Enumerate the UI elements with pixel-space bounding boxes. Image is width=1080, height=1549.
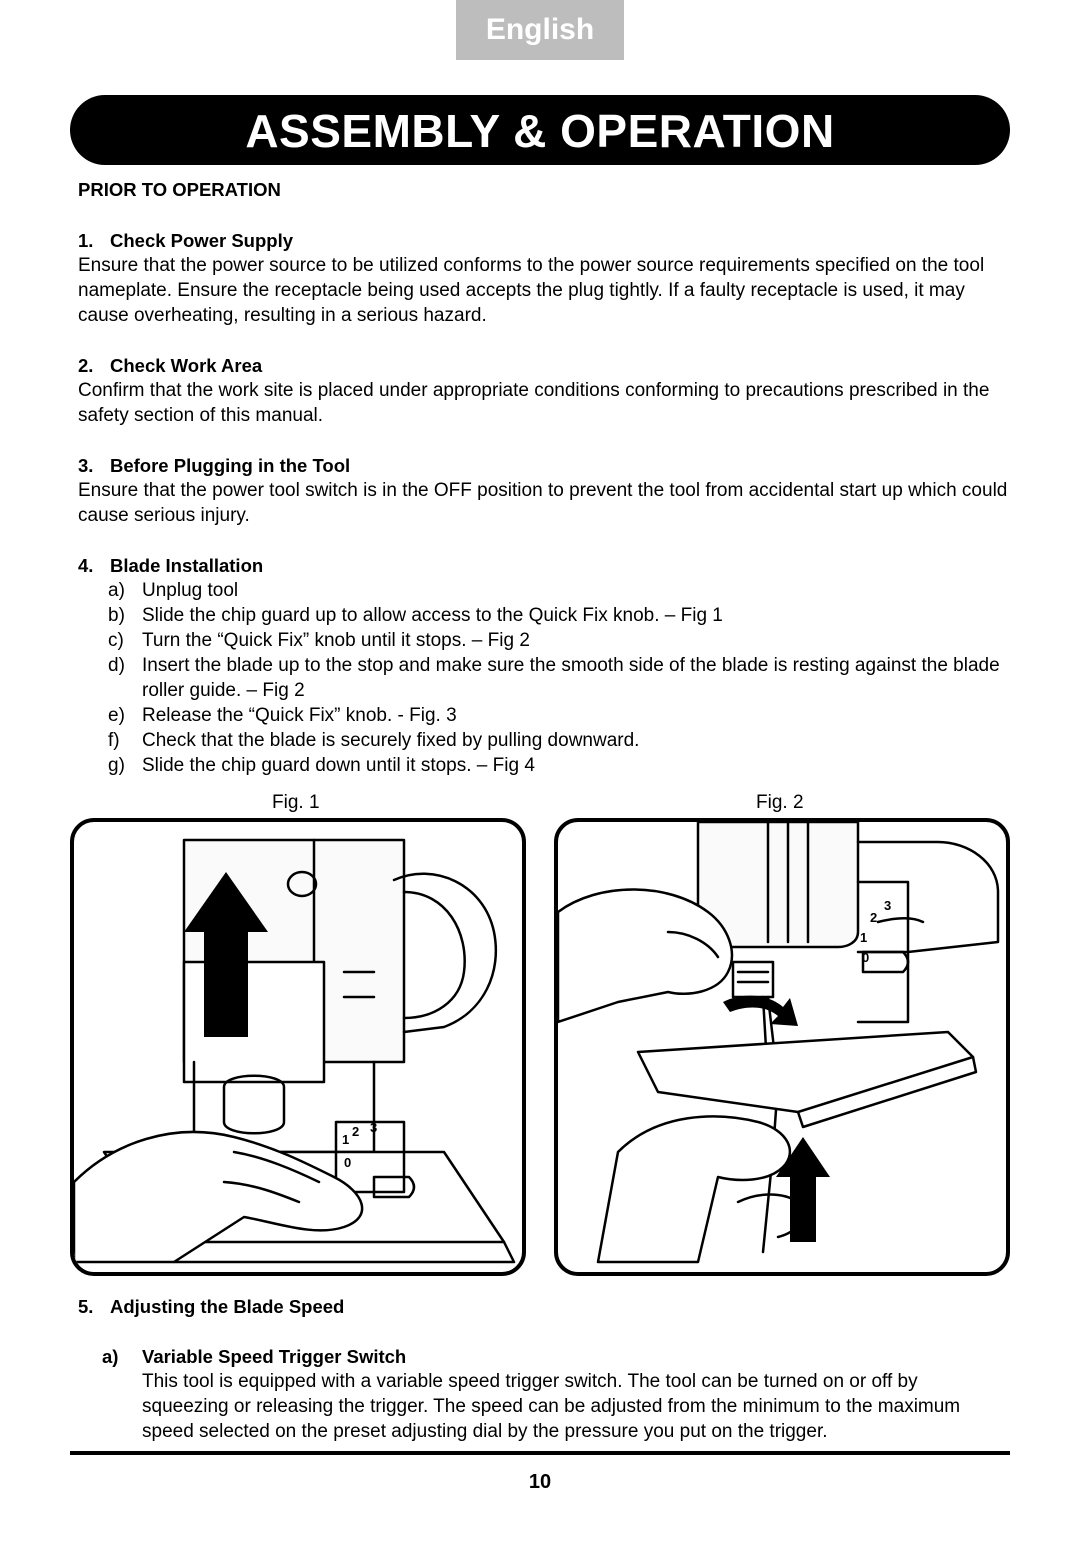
item-before-plugging	[78, 453, 1008, 528]
list-item	[78, 728, 1008, 753]
speed-adjustment-section	[78, 1294, 1008, 1444]
dial-mark: 2	[870, 910, 878, 925]
item-paragraph: Ensure that the power source to be utilized conforms to the power source requirements specified on the tool nameplate. Ensure the receptacle being used accepts the plug tightly. If a faulty receptacle is used, it may cause overheating, resulting in a serious hazard.	[78, 255, 985, 326]
step-text: Insert the blade up to the stop and make sure the smooth side of the blade is resting against the blade roller guide. – Fig 2	[142, 655, 1000, 701]
subsection-paragraph: This tool is equipped with a variable speed trigger switch. The tool can be turned on or off by squeezing or releasing the trigger. The speed can be adjusted from the minimum to the maximum speed selected on the preset adjusting dial by the pressure you put on the trigger.	[142, 1371, 961, 1442]
list-item	[78, 628, 1008, 653]
list-item	[78, 703, 1008, 728]
step-letter: f)	[108, 730, 120, 751]
dial-mark: 0	[862, 950, 870, 965]
dial-mark: 2	[352, 1124, 360, 1139]
item-title: Check Power Supply	[110, 230, 293, 251]
footer-rule	[70, 1451, 1010, 1455]
item-paragraph: Confirm that the work site is placed under appropriate conditions conforming to precautions prescribed in the safety section of this manual.	[78, 380, 990, 426]
blade-steps-list	[78, 578, 1008, 778]
dial-mark: 0	[344, 1155, 352, 1170]
item-title: Adjusting the Blade Speed	[110, 1296, 345, 1317]
page-number: 10	[528, 1471, 552, 1493]
list-item	[78, 603, 1008, 628]
figure-2-illustration	[554, 818, 1010, 1276]
subsection-heading	[78, 1344, 1008, 1369]
step-text: Unplug tool	[142, 580, 239, 601]
item-number: 1.	[78, 230, 94, 251]
step-letter: g)	[108, 755, 125, 776]
step-text: Check that the blade is securely fixed by pulling downward.	[142, 730, 640, 751]
list-item	[78, 578, 1008, 603]
item-heading	[78, 353, 1008, 378]
dial-mark: 1	[342, 1132, 350, 1147]
step-letter: e)	[108, 705, 125, 726]
step-text: Release the “Quick Fix” knob. - Fig. 3	[142, 705, 457, 726]
figure-2-label: Fig. 2	[756, 792, 804, 813]
step-text: Turn the “Quick Fix” knob until it stops. – Fig 2	[142, 630, 530, 651]
item-heading	[78, 553, 1008, 578]
item-heading	[78, 228, 1008, 253]
item-heading	[78, 453, 1008, 478]
jigsaw-quick-fix-drawing	[558, 822, 1006, 1272]
figure-1-illustration	[70, 818, 526, 1276]
item-title: Before Plugging in the Tool	[110, 455, 351, 476]
language-tab: English	[456, 0, 624, 60]
item-heading	[78, 1294, 1008, 1319]
item-number: 4.	[78, 555, 94, 576]
item-number: 3.	[78, 455, 94, 476]
dial-mark: 3	[370, 1120, 378, 1135]
item-paragraph: Ensure that the power tool switch is in the OFF position to prevent the tool from accidental start up which could cause serious injury.	[78, 480, 1008, 526]
subsection-title: Variable Speed Trigger Switch	[142, 1346, 407, 1367]
step-letter: a)	[108, 580, 125, 601]
step-letter: b)	[108, 605, 125, 626]
dial-mark: 3	[884, 898, 892, 913]
item-title: Check Work Area	[110, 355, 263, 376]
step-letter: d)	[108, 655, 125, 676]
item-number: 2.	[78, 355, 94, 376]
step-text: Slide the chip guard up to allow access to the Quick Fix knob. – Fig 1	[142, 605, 723, 626]
figure-1-label: Fig. 1	[272, 792, 320, 813]
dial-mark: 1	[860, 930, 868, 945]
step-letter: c)	[108, 630, 124, 651]
item-title: Blade Installation	[110, 555, 264, 576]
page-banner-title: ASSEMBLY & OPERATION	[70, 95, 1010, 165]
item-blade-installation	[78, 553, 1008, 778]
section-title: PRIOR TO OPERATION	[78, 179, 281, 200]
list-item	[78, 653, 1008, 703]
jigsaw-chip-guard-drawing	[74, 822, 522, 1272]
item-check-power-supply	[78, 228, 1008, 328]
item-number: 5.	[78, 1296, 94, 1317]
main-content	[78, 174, 1008, 803]
item-check-work-area	[78, 353, 1008, 428]
list-item	[78, 753, 1008, 778]
subsection-letter: a)	[102, 1346, 119, 1367]
step-text: Slide the chip guard down until it stops. – Fig 4	[142, 755, 535, 776]
